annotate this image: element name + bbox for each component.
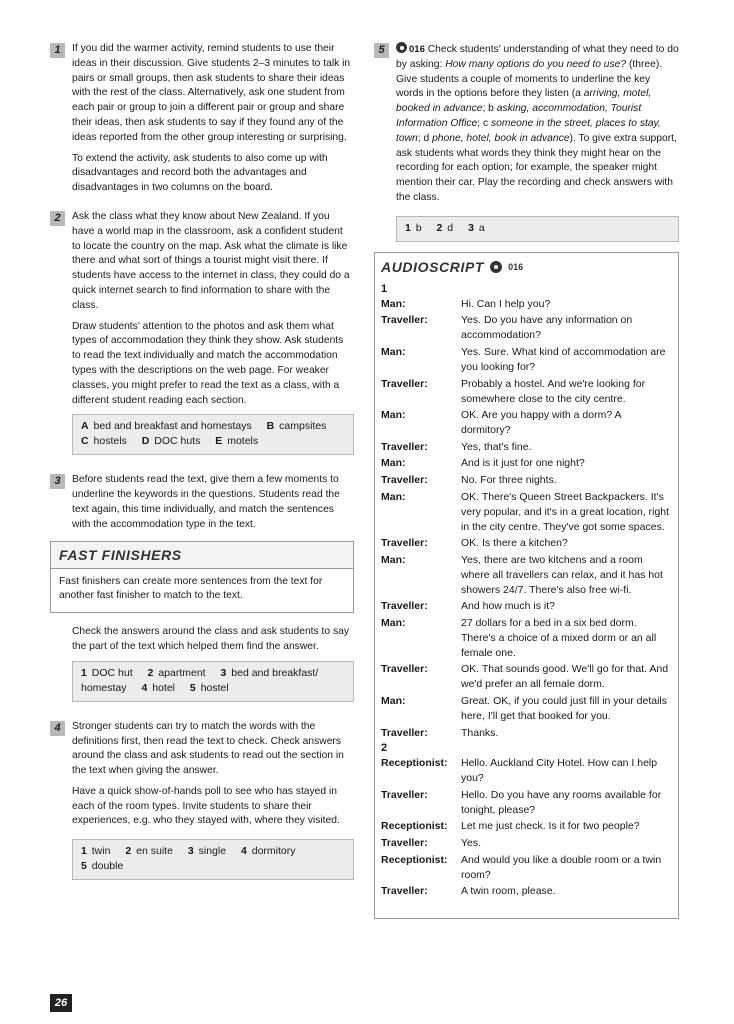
dialogue-line <box>381 473 672 488</box>
step-number: 2 <box>50 211 65 226</box>
key-answer: double <box>91 860 124 873</box>
speaker-name: Man: <box>381 297 406 310</box>
key-letter: B <box>266 420 275 433</box>
dialogue-line <box>381 408 672 438</box>
step-1 <box>50 42 354 196</box>
audioscript-title: AUDIOSCRIPT <box>381 258 485 275</box>
answer-key-step-3 <box>72 661 354 702</box>
speaker-text: OK. There's Queen Street Backpackers. It's very popular, and it's in a great location, right in the city centre. They've got some spaces. <box>461 490 670 533</box>
speaker-text: And how much is it? <box>461 600 555 613</box>
dialogue-line <box>381 836 672 851</box>
speaker-name: Man: <box>381 695 406 708</box>
right-column <box>374 42 679 919</box>
key-answer: hostel <box>200 681 229 694</box>
text-run-italic: someone in the street, places to stay, town <box>396 117 661 144</box>
dialogue-line <box>381 756 672 786</box>
step-number: 4 <box>50 721 65 736</box>
speaker-text: Hi. Can I help you? <box>461 297 551 310</box>
key-answer: hostels <box>93 435 127 448</box>
speaker-name: Traveller: <box>381 440 428 453</box>
dialogue-line <box>381 297 672 312</box>
dialogue-number: 1 <box>381 282 388 295</box>
dialogue-line <box>381 377 672 407</box>
speaker-text: OK. Is there a kitchen? <box>461 537 568 550</box>
key-answer: twin <box>91 845 111 858</box>
speaker-name: Man: <box>381 490 406 503</box>
step-2-paragraph-2: Draw students' attention to the photos and ask them what types of accommodation they think they show. Ask students to read the text individually and match the accommodation types with the descriptions on the web page. For weaker classes, you might prefer to read the text as a class, with a different student reading each section. <box>72 320 344 406</box>
speaker-text: And is it just for one night? <box>461 457 585 470</box>
answer-key-step-2 <box>72 414 354 455</box>
key-number: 3 <box>187 845 194 858</box>
speaker-name: Traveller: <box>381 377 428 390</box>
speaker-text: No. For three nights. <box>461 473 557 486</box>
speaker-text: OK. That sounds good. We'll go for that. And we'd prefer an all female dorm. <box>461 663 669 691</box>
dialogue-line <box>381 553 672 598</box>
text-run-italic: How many options do you need to use? <box>445 58 627 70</box>
key-letter: D <box>141 435 150 448</box>
step-2 <box>50 210 354 408</box>
text-run-italic: phone, hotel, book in advance <box>432 132 570 144</box>
page-number: 26 <box>50 994 72 1012</box>
speaker-text: Hello. Do you have any rooms available for tonight, please? <box>461 788 662 816</box>
speaker-name: Man: <box>381 457 406 470</box>
audioscript-parts <box>381 283 672 899</box>
speaker-name: Man: <box>381 345 406 358</box>
key-answer: DOC huts <box>154 435 201 448</box>
key-answer: dormitory <box>251 845 296 858</box>
dialogue-line <box>381 536 672 551</box>
left-column <box>50 42 354 880</box>
answer-key-step-5 <box>396 216 679 242</box>
text-run: ). To give extra support, ask students what words they think they might hear on the recording for each option; for example, the speaker might mention their car. Play the recording and check answers with the class. <box>396 132 677 203</box>
dialogue-line <box>381 313 672 343</box>
step-5-paragraph <box>396 42 679 206</box>
speaker-text: Probably a hostel. And we're looking for somewhere close to the city centre. <box>461 377 646 405</box>
speaker-name: Traveller: <box>381 885 428 898</box>
speaker-text: 27 dollars for a bed in a six bed dorm. There's a choice of a mixed dorm or an all female one. <box>461 616 657 659</box>
track-number: 016 <box>409 44 425 55</box>
key-answer: bed and breakfast/ <box>231 666 319 679</box>
audio-track-icon <box>396 42 407 53</box>
step-2-paragraph-1: Ask the class what they know about New Zealand. If you have a world map in the classroom, ask a confident student to locate the country on the map. Ask what the climate is like there and what sort of things a tourist might visit there. If students have access to the internet in class, they could do a quick internet search to find information to share with the class. <box>72 210 350 311</box>
speaker-name: Traveller: <box>381 663 428 676</box>
key-number: 2 <box>147 666 154 679</box>
dialogue-line <box>381 788 672 818</box>
dialogue-line <box>381 599 672 614</box>
key-number: 5 <box>81 860 87 873</box>
dialogue-line <box>381 819 672 834</box>
speaker-text: A twin room, please. <box>461 885 556 898</box>
key-number: 5 <box>189 681 196 694</box>
step-1-paragraph-1: If you did the warmer activity, remind students to use their ideas in their discussion. Give students 2–3 minutes to talk in pairs or small groups, then ask students to share their ideas with the rest of the class. Alternatively, ask one student from each pair or group to join a different pair or group and share their ideas, then ask students to say if they found any of the ideas reported from the other group interesting or surprising. <box>72 43 351 143</box>
key-answer: d <box>447 221 454 234</box>
key-answer: DOC hut <box>91 666 133 679</box>
speaker-text: OK. Are you happy with a dorm? A dormitory? <box>461 409 621 437</box>
key-answer: en suite <box>136 845 173 858</box>
speaker-text: Yes. <box>461 837 482 850</box>
speaker-name: Man: <box>381 409 406 422</box>
speaker-name: Traveller: <box>381 600 428 613</box>
dialogue-line <box>381 345 672 375</box>
key-letter: C <box>81 435 89 448</box>
key-answer: campsites <box>279 420 327 433</box>
speaker-name: Man: <box>381 616 406 629</box>
answer-key-step-4 <box>72 839 354 880</box>
key-answer: motels <box>227 435 259 448</box>
speaker-name: Receptionist: <box>381 757 448 770</box>
dialogue-line <box>381 490 672 535</box>
key-answer: bed and breakfast and homestays <box>93 420 252 433</box>
dialogue-line <box>381 456 672 471</box>
key-letter: E <box>215 435 223 448</box>
dialogue-line <box>381 616 672 661</box>
dialogue-line <box>381 662 672 692</box>
key-number: 3 <box>220 666 227 679</box>
key-number: 4 <box>141 681 148 694</box>
step-3 <box>50 473 354 532</box>
audio-track-icon <box>490 261 502 273</box>
key-number: 1 <box>81 666 87 679</box>
key-letter: A <box>81 420 89 433</box>
step-3-paragraph-2: Check the answers around the class and ask students to say the part of the text which helped them find the answer. <box>72 626 350 652</box>
speaker-name: Traveller: <box>381 537 428 550</box>
fast-finishers-box <box>50 541 354 614</box>
speaker-name: Traveller: <box>381 314 428 327</box>
key-number: 1 <box>405 221 411 234</box>
key-answer: a <box>478 221 485 234</box>
speaker-text: Yes. Sure. What kind of accommodation are you looking for? <box>461 345 666 373</box>
speaker-text: Yes, there are two kitchens and a room where all travellers can relax, and it has hot showers 24/7. There's also free wi-fi. <box>461 553 663 596</box>
speaker-text: Yes, that's fine. <box>461 440 532 453</box>
fast-finishers-body: Fast finishers can create more sentences from the text for another fast finisher to match to the text. <box>59 575 323 602</box>
speaker-text: Thanks. <box>461 726 499 739</box>
step-number: 1 <box>50 43 65 58</box>
dialogue-line <box>381 726 672 741</box>
key-number: 4 <box>240 845 247 858</box>
text-run-italic: arriving, motel, booked in advance <box>396 88 652 115</box>
dialogue-line <box>381 694 672 724</box>
key-answer: hotel <box>152 681 175 694</box>
step-number: 5 <box>374 43 389 58</box>
speaker-text: And would you like a double room or a twin room? <box>461 853 662 881</box>
speaker-name: Traveller: <box>381 837 428 850</box>
dialogue-line <box>381 884 672 899</box>
text-run: Check students' understanding of what they need to do by asking: <box>396 44 679 70</box>
text-run-italic: asking, accommodation, Tourist Information Office <box>396 103 642 129</box>
speaker-name: Traveller: <box>381 726 428 739</box>
dialogue-line <box>381 853 672 883</box>
text-run: ; b <box>482 103 497 115</box>
step-4 <box>50 720 354 830</box>
speaker-text: Yes. Do you have any information on accommodation? <box>461 314 633 342</box>
step-number: 3 <box>50 474 65 489</box>
key-answer: apartment <box>158 666 206 679</box>
text-run: ; c <box>477 117 491 129</box>
step-5 <box>374 42 679 206</box>
step-4-paragraph-2: Have a quick show-of-hands poll to see who has stayed in each of the room types. Invite students to share their experiences, e.g. who they stayed with, where they visited. <box>72 785 340 827</box>
fast-finishers-title: FAST FINISHERS <box>51 542 353 569</box>
step-4-paragraph-1: Stronger students can try to match the words with the definitions first, then read the text to check. Check answers around the class and ask students to read out the section in the text when giving the answer. <box>72 720 344 777</box>
step-3-continued <box>50 625 354 655</box>
speaker-name: Traveller: <box>381 788 428 801</box>
key-answer: b <box>415 221 422 234</box>
speaker-name: Receptionist: <box>381 853 448 866</box>
speaker-text: Great. OK, if you could just fill in your details here, I'll get that booked for you. <box>461 695 668 723</box>
key-number: 2 <box>125 845 132 858</box>
key-answer: homestay <box>81 681 127 694</box>
text-run: ; d <box>417 132 433 144</box>
text-run: (three). Give students a couple of moments to underline the key words in the options before they listen (a <box>396 58 663 100</box>
audioscript-box <box>374 252 679 919</box>
step-1-paragraph-2: To extend the activity, ask students to also come up with disadvantages and record both the advantages and disadvantages in two columns on the board. <box>72 152 328 194</box>
audioscript-header <box>381 259 672 275</box>
dialogue-line <box>381 440 672 455</box>
key-number: 3 <box>468 221 474 234</box>
speaker-name: Traveller: <box>381 473 428 486</box>
dialogue-number: 2 <box>381 742 388 755</box>
speaker-name: Receptionist: <box>381 820 448 833</box>
audioscript-track: 016 <box>508 261 524 272</box>
key-answer: single <box>198 845 227 858</box>
key-number: 2 <box>436 221 443 234</box>
speaker-text: Hello. Auckland City Hotel. How can I help you? <box>461 757 658 785</box>
step-3-paragraph-1: Before students read the text, give them a few moments to underline the keywords in the questions. Students read the text again, this time individually, and match the sentences with the accommodation type in the text. <box>72 474 340 530</box>
speaker-name: Man: <box>381 553 406 566</box>
key-number: 1 <box>81 845 87 858</box>
speaker-text: Let me just check. Is it for two people? <box>461 820 640 833</box>
